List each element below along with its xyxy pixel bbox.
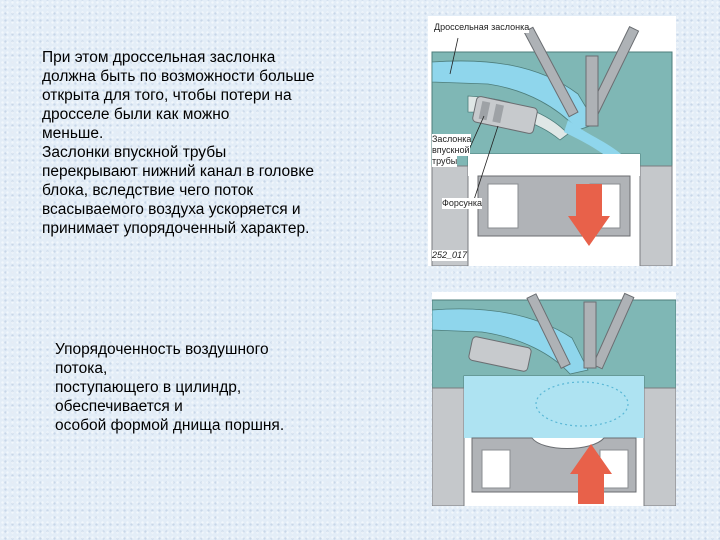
- text-line: перекрывают нижний канал в головке: [42, 163, 314, 180]
- text-line: всасываемого воздуха ускоряется и: [42, 201, 301, 218]
- label-flaps-line2: впускной: [432, 145, 470, 155]
- text-line: должна быть по возможности больше: [42, 68, 315, 85]
- engine-cross-section-swirl: [432, 292, 676, 506]
- cylinder-wall-left: [432, 388, 464, 506]
- paragraph-piston: [55, 340, 355, 435]
- paragraph-throttle: [42, 48, 397, 238]
- text-line: открыта для того, чтобы потери на: [42, 87, 292, 104]
- text-line: Заслонки впускной трубы: [42, 144, 227, 161]
- text-line: обеспечивается и: [55, 398, 183, 415]
- engine-diagram-piston-swirl: [432, 292, 676, 506]
- label-throttle: Дроссельная заслонка: [434, 22, 530, 32]
- text-line: принимает упорядоченный характер.: [42, 220, 310, 237]
- label-flaps-line1: Заслонка: [432, 134, 472, 144]
- label-flaps-line3: трубы: [432, 156, 458, 166]
- text-line: Упорядоченность воздушного: [55, 341, 269, 358]
- label-injector: Форсунка: [442, 198, 482, 208]
- text-line: особой формой днища поршня.: [55, 417, 285, 434]
- text-line: меньше.: [42, 125, 104, 142]
- cylinder-wall-right: [644, 388, 676, 506]
- spark-plug: [586, 56, 598, 126]
- text-line: блока, вследствие чего поток: [42, 182, 254, 199]
- cylinder-wall-right: [640, 166, 672, 266]
- text-line: потока,: [55, 360, 108, 377]
- spark-plug: [584, 302, 596, 368]
- text-line: поступающего в цилиндр,: [55, 379, 242, 396]
- text-line: дросселе были как можно: [42, 106, 230, 123]
- air-swirl: [464, 376, 644, 438]
- figure-code: 252_017: [432, 250, 468, 260]
- text-line: При этом дроссельная заслонка: [42, 49, 276, 66]
- engine-diagram-flap-closed: [428, 16, 676, 266]
